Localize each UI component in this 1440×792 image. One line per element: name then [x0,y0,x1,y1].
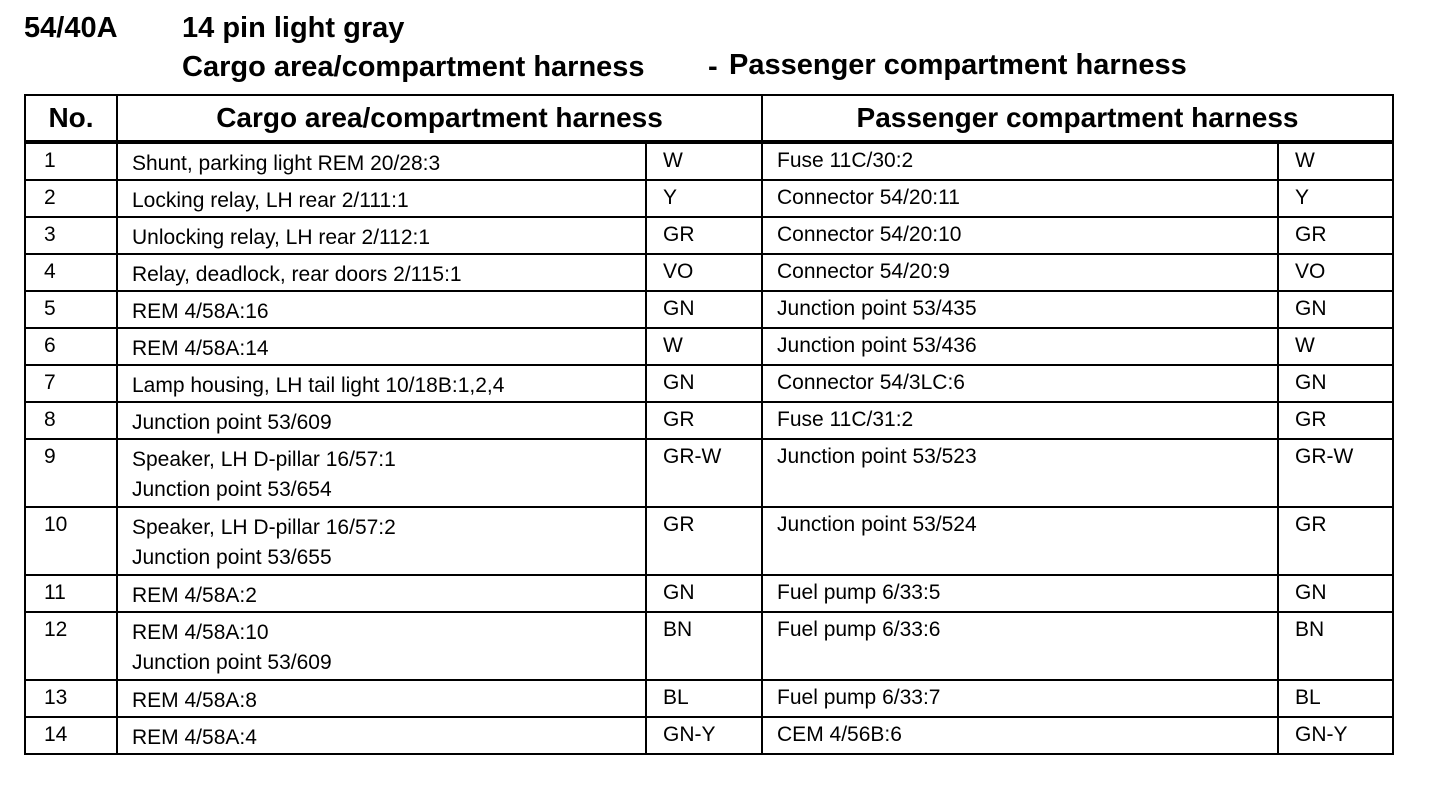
cargo-connection-line: REM 4/58A:10 [132,621,269,644]
connector-id: 54/40A [24,12,118,44]
subtitle-separator: - [708,51,718,83]
cargo-connection [117,680,646,717]
cargo-connection-line: Relay, deadlock, rear doors 2/115:1 [132,263,462,286]
pin-number: 14 [25,717,117,754]
connector-description: 14 pin light gray [182,12,405,44]
passenger-connection: Junction point 53/524 [762,507,1278,575]
cargo-wire-color: GN [646,575,762,612]
column-header-cargo: Cargo area/compartment harness [117,95,762,142]
table-row [25,254,1393,291]
cargo-wire-color: GR [646,217,762,254]
table-row [25,680,1393,717]
passenger-connection: Fuel pump 6/33:6 [762,612,1278,680]
cargo-connection-line: Junction point 53/655 [132,546,332,569]
pin-number: 2 [25,180,117,217]
cargo-connection-line: Speaker, LH D-pillar 16/57:1 [132,448,396,471]
passenger-connection: CEM 4/56B:6 [762,717,1278,754]
passenger-wire-color: W [1278,328,1393,365]
passenger-wire-color: GR [1278,507,1393,575]
cargo-connection [117,507,646,575]
cargo-wire-color: GR-W [646,439,762,507]
pin-number: 5 [25,291,117,328]
pin-number: 4 [25,254,117,291]
cargo-connection [117,254,646,291]
passenger-connection: Junction point 53/436 [762,328,1278,365]
table-row [25,575,1393,612]
pin-number: 1 [25,142,117,180]
pin-number: 8 [25,402,117,439]
passenger-connection: Fuse 11C/30:2 [762,142,1278,180]
passenger-wire-color: W [1278,142,1393,180]
pin-number: 3 [25,217,117,254]
column-header-passenger: Passenger compartment harness [762,95,1393,142]
cargo-connection-line: Shunt, parking light REM 20/28:3 [132,152,441,175]
cargo-connection [117,575,646,612]
cargo-connection-line: Junction point 53/654 [132,478,332,501]
passenger-wire-color: BN [1278,612,1393,680]
passenger-wire-color: GR-W [1278,439,1393,507]
table-row [25,217,1393,254]
cargo-wire-color: BN [646,612,762,680]
cargo-connection [117,365,646,402]
passenger-wire-color: GR [1278,217,1393,254]
passenger-connection: Fuel pump 6/33:5 [762,575,1278,612]
passenger-connection: Junction point 53/523 [762,439,1278,507]
cargo-connection [117,217,646,254]
pin-number: 12 [25,612,117,680]
table-row [25,507,1393,575]
cargo-connection [117,439,646,507]
pin-number: 10 [25,507,117,575]
column-header-no: No. [25,95,117,142]
subtitle-cargo-harness: Cargo area/compartment harness [182,51,645,83]
cargo-connection [117,180,646,217]
cargo-wire-color: GN [646,365,762,402]
pin-number: 13 [25,680,117,717]
table-row [25,612,1393,680]
cargo-connection-line: Lamp housing, LH tail light 10/18B:1,2,4 [132,374,505,397]
pin-table [24,94,1394,755]
passenger-connection: Junction point 53/435 [762,291,1278,328]
table-row [25,180,1393,217]
cargo-wire-color: W [646,142,762,180]
cargo-wire-color: GN-Y [646,717,762,754]
table-row [25,402,1393,439]
pin-number: 7 [25,365,117,402]
cargo-connection-line: Speaker, LH D-pillar 16/57:2 [132,516,396,539]
cargo-wire-color: GN [646,291,762,328]
cargo-connection [117,612,646,680]
cargo-connection-line: REM 4/58A:14 [132,337,269,360]
passenger-wire-color: Y [1278,180,1393,217]
cargo-connection-line: REM 4/58A:16 [132,300,269,323]
subtitle-passenger-harness: Passenger compartment harness [729,49,1187,81]
cargo-wire-color: Y [646,180,762,217]
cargo-connection-line: REM 4/58A:8 [132,689,257,712]
table-body [25,142,1393,754]
cargo-connection-line: Junction point 53/609 [132,651,332,674]
cargo-connection [117,717,646,754]
cargo-connection [117,328,646,365]
passenger-connection: Connector 54/20:10 [762,217,1278,254]
pin-number: 9 [25,439,117,507]
passenger-connection: Fuel pump 6/33:7 [762,680,1278,717]
cargo-connection [117,291,646,328]
table-row [25,291,1393,328]
passenger-connection: Connector 54/20:11 [762,180,1278,217]
passenger-connection: Connector 54/3LC:6 [762,365,1278,402]
table-row [25,328,1393,365]
cargo-wire-color: W [646,328,762,365]
cargo-connection [117,142,646,180]
cargo-connection-line: Unlocking relay, LH rear 2/112:1 [132,226,431,249]
table-header-row [25,95,1393,142]
table-row [25,365,1393,402]
cargo-wire-color: GR [646,402,762,439]
cargo-wire-color: GR [646,507,762,575]
table-row [25,717,1393,754]
cargo-connection-line: Locking relay, LH rear 2/111:1 [132,189,409,212]
passenger-wire-color: GN [1278,365,1393,402]
cargo-connection [117,402,646,439]
passenger-wire-color: VO [1278,254,1393,291]
cargo-wire-color: BL [646,680,762,717]
cargo-connection-line: REM 4/58A:2 [132,584,257,607]
passenger-wire-color: GN [1278,291,1393,328]
passenger-wire-color: GN [1278,575,1393,612]
pin-number: 11 [25,575,117,612]
passenger-wire-color: GN-Y [1278,717,1393,754]
cargo-connection-line: Junction point 53/609 [132,411,332,434]
cargo-connection-line: REM 4/58A:4 [132,726,257,749]
passenger-wire-color: GR [1278,402,1393,439]
passenger-connection: Connector 54/20:9 [762,254,1278,291]
passenger-wire-color: BL [1278,680,1393,717]
table-row [25,439,1393,507]
table-row [25,142,1393,180]
passenger-connection: Fuse 11C/31:2 [762,402,1278,439]
cargo-wire-color: VO [646,254,762,291]
pin-number: 6 [25,328,117,365]
